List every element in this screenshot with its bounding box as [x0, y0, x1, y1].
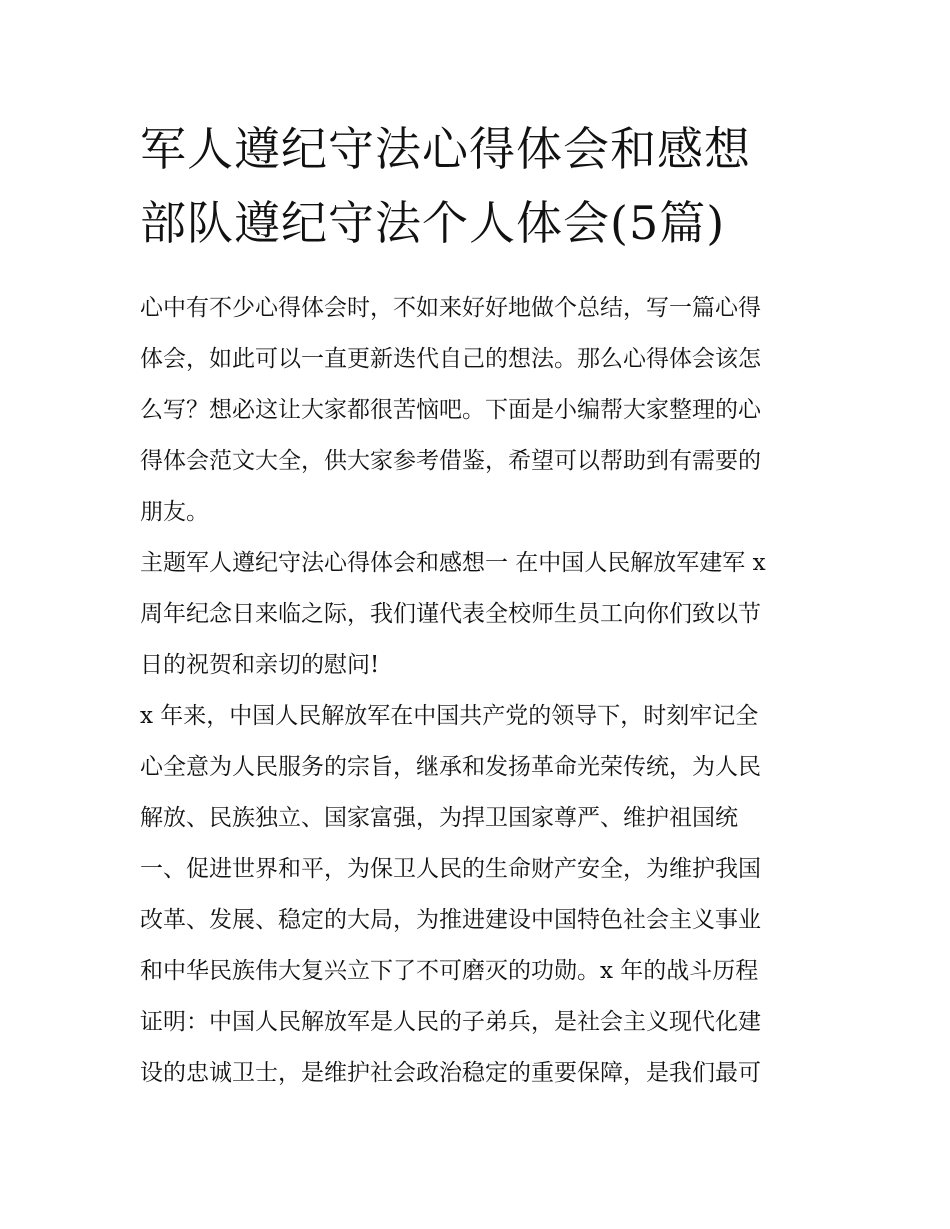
- body-line: 体会，如此可以一直更新迭代自己的想法。那么心得体会该怎: [140, 346, 761, 372]
- document-title: [140, 112, 820, 260]
- body-line: 周年纪念日来临之际，我们谨代表全校师生员工向你们致以节: [140, 601, 761, 627]
- body-line: 得体会范文大全，供大家参考借鉴，希望可以帮助到有需要的: [140, 448, 761, 474]
- body-line: 一、促进世界和平，为保卫人民的生命财产安全，为维护我国: [140, 856, 761, 882]
- body-line: 心全意为人民服务的宗旨，继承和发扬革命光荣传统，为人民: [140, 754, 761, 780]
- body-line: 设的忠诚卫士，是维护社会政治稳定的重要保障，是我们最可: [140, 1060, 761, 1086]
- title-line-2: 部队遵纪守法个人体会(5篇): [140, 196, 726, 250]
- body-line: 主题军人遵纪守法心得体会和感想一 在中国人民解放军建军 x: [140, 550, 766, 576]
- body-line: 心中有不少心得体会时，不如来好好地做个总结，写一篇心得: [140, 295, 761, 321]
- body-line: x 年来，中国人民解放军在中国共产党的领导下，时刻牢记全: [140, 703, 759, 729]
- body-line: 和中华民族伟大复兴立下了不可磨灭的功勋。x 年的战斗历程: [140, 958, 759, 984]
- document-body: [140, 283, 820, 1099]
- body-line: 日的祝贺和亲切的慰问!: [140, 652, 380, 678]
- title-line-1: 军人遵纪守法心得体会和感想: [140, 122, 751, 176]
- body-line: 证明：中国人民解放军是人民的子弟兵，是社会主义现代化建: [140, 1009, 761, 1035]
- body-line: 改革、发展、稳定的大局，为推进建设中国特色社会主义事业: [140, 907, 761, 933]
- body-line: 朋友。: [140, 499, 209, 525]
- body-line: 解放、民族独立、国家富强，为捍卫国家尊严、维护祖国统: [140, 805, 738, 831]
- body-line: 么写？想必这让大家都很苦恼吧。下面是小编帮大家整理的心: [140, 397, 761, 423]
